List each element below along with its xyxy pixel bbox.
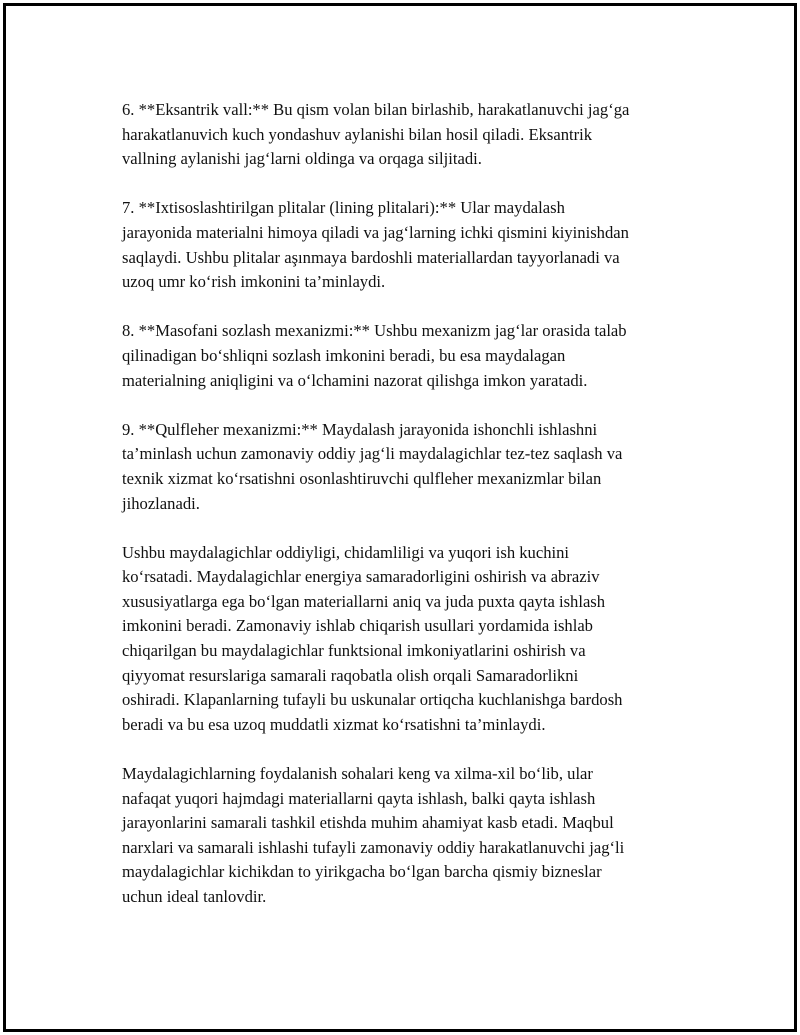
- paragraph-gap-adjustment: 8. **Masofani sozlash mexanizmi:** Ushbu mexanizm jag‘lar orasida talab qilinadigan bo‘shliqni sozlash imkonini beradi, bu esa maydalagan materialning aniqligini va o‘lchamini nazorat qilishga imkon yaratadi.: [122, 321, 627, 390]
- paragraph-lining-plates: 7. **Ixtisoslashtirilgan plitalar (lining plitalari):** Ular maydalash jarayonida materialni himoya qiladi va jag‘larning ichki qismini kiyinishdan saqlaydi. Ushbu plitalar aşınmaya bardoshli materiallardan tayyorlanadi va uzoq umr ko‘rish imkonini ta’minlaydi.: [122, 198, 629, 292]
- paragraph-advantages: Ushbu maydalagichlar oddiyligi, chidamliligi va yuqori ish kuchini ko‘rsatadi. Maydalagichlar energiya samaradorligini oshirish va abraziv xususiyatlarga ega bo‘lgan materiallarni aniq va juda puxta qayta ishlash imkonini beradi. Zamonaviy ishlab chiqarish usullari yordamida ishlab chiqarilgan bu maydalagichlar funktsional imkoniyatlarini oshirish va qiyyomat resurslariga samarali raqobatla olish orqali Samaradorlikni oshiradi. Klapanlarning tufayli bu uskunalar ortiqcha kuchlanishga bardosh beradi va bu esa uzoq muddatli xizmat ko‘rsatishni ta’minlaydi.: [122, 542, 623, 734]
- paragraph-lock-mechanism: 9. **Qulfleher mexanizmi:** Maydalash jarayonida ishonchli ishlashni ta’minlash uchun zamonaviy oddiy jag‘li maydalagichlar tez-tez saqlash va texnik xizmat ko‘rsatishni osonlashtiruvchi qulfleher mexanizmlar bilan jihozlanadi.: [122, 419, 623, 513]
- paragraph-eccentric-shaft: 6. **Eksantrik vall:** Bu qism volan bilan birlashib, harakatlanuvchi jag‘ga harakatlanuvich kuch yondashuv aylanishi bilan hosil qiladi. Eksantrik vallning aylanishi jag‘larni oldinga va orqaga siljitadi.: [122, 100, 630, 169]
- paragraph-applications: Maydalagichlarning foydalanish sohalari keng va xilma-xil bo‘lib, ular nafaqat yuqori hajmdagi materiallarni qayta ishlash, balki qayta ishlash jarayonlarini samarali tashkil etishda muhim ahamiyat kasb etadi. Maqbul narxlari va samarali ishlashi tufayli zamonaviy oddiy harakatlanuvchi jag‘li maydalagichlar kichikdan to yirikgacha bo‘lgan barcha qismiy bizneslar uchun ideal tanlovdir.: [122, 764, 625, 906]
- page-border: [3, 3, 797, 1032]
- document-body: [122, 98, 702, 934]
